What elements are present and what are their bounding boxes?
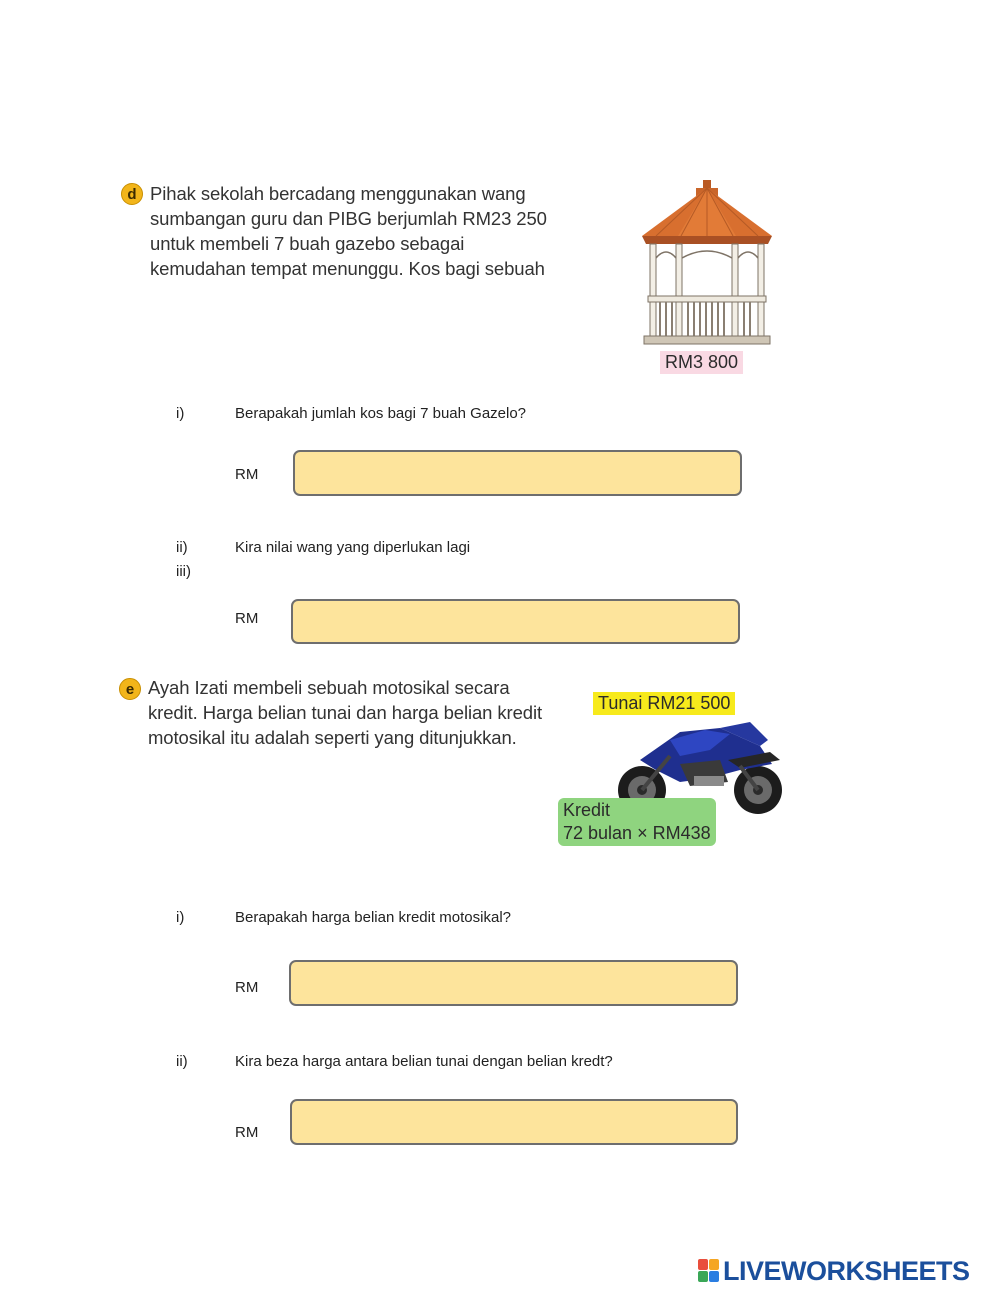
answer-input-d2[interactable] [291,599,740,644]
question-e-part-1-number: i) [176,909,185,926]
question-e-badge [119,678,141,700]
question-e-part-1-rm-label: RM [235,979,259,996]
question-d-text: Pihak sekolah bercadang menggunakan wang sumbangan guru dan PIBG berjumlah RM23 250 untuk membeli 7 buah gazebo sebagai kemudahan tempat menunggu. Kos bagi sebuah [150,183,547,279]
question-d-badge-letter: d [127,185,137,203]
question-d-badge [121,183,143,205]
question-d-part-1-text: Berapakah jumlah kos bagi 7 buah Gazelo? [235,405,527,422]
answer-input-e2[interactable] [290,1099,738,1145]
credit-tag-line-1: Kredit [563,800,611,820]
cash-price-tag: Tunai RM21 500 [593,692,735,715]
question-d-part-3-number: iii) [176,563,191,580]
question-e-part-1-text: Berapakah harga belian kredit motosikal? [235,909,511,926]
credit-price-tag [558,798,716,846]
question-e-part-2-number: ii) [176,1053,188,1070]
gazebo-image [636,178,778,346]
question-d-part-1-rm-label: RM [235,466,259,483]
liveworksheets-brand[interactable] [698,1256,970,1286]
liveworksheets-logo-icon [698,1259,720,1283]
answer-input-d1[interactable] [293,450,742,496]
question-e-part-2-text: Kira beza harga antara belian tunai dengan belian kredt? [235,1053,613,1070]
question-e-badge-letter: e [125,680,135,698]
credit-tag-line-2: 72 bulan × RM438 [563,823,711,843]
question-e-part-2-rm-label: RM [235,1124,259,1141]
liveworksheets-brand-text: LIVEWORKSHEETS [723,1255,970,1286]
answer-input-e1[interactable] [289,960,738,1006]
gazebo-price-tag: RM3 800 [660,351,743,374]
question-e-text: Ayah Izati membeli sebuah motosikal secara kredit. Harga belian tunai dan harga belian kredit motosikal itu adalah seperti yang ditunjukkan. [148,677,543,748]
question-d-part-2-rm-label: RM [235,610,259,627]
question-d-part-2-number: ii) [176,539,188,556]
question-d-part-1-number: i) [176,405,185,422]
question-d-part-2-text: Kira nilai wang yang diperlukan lagi [235,539,471,556]
